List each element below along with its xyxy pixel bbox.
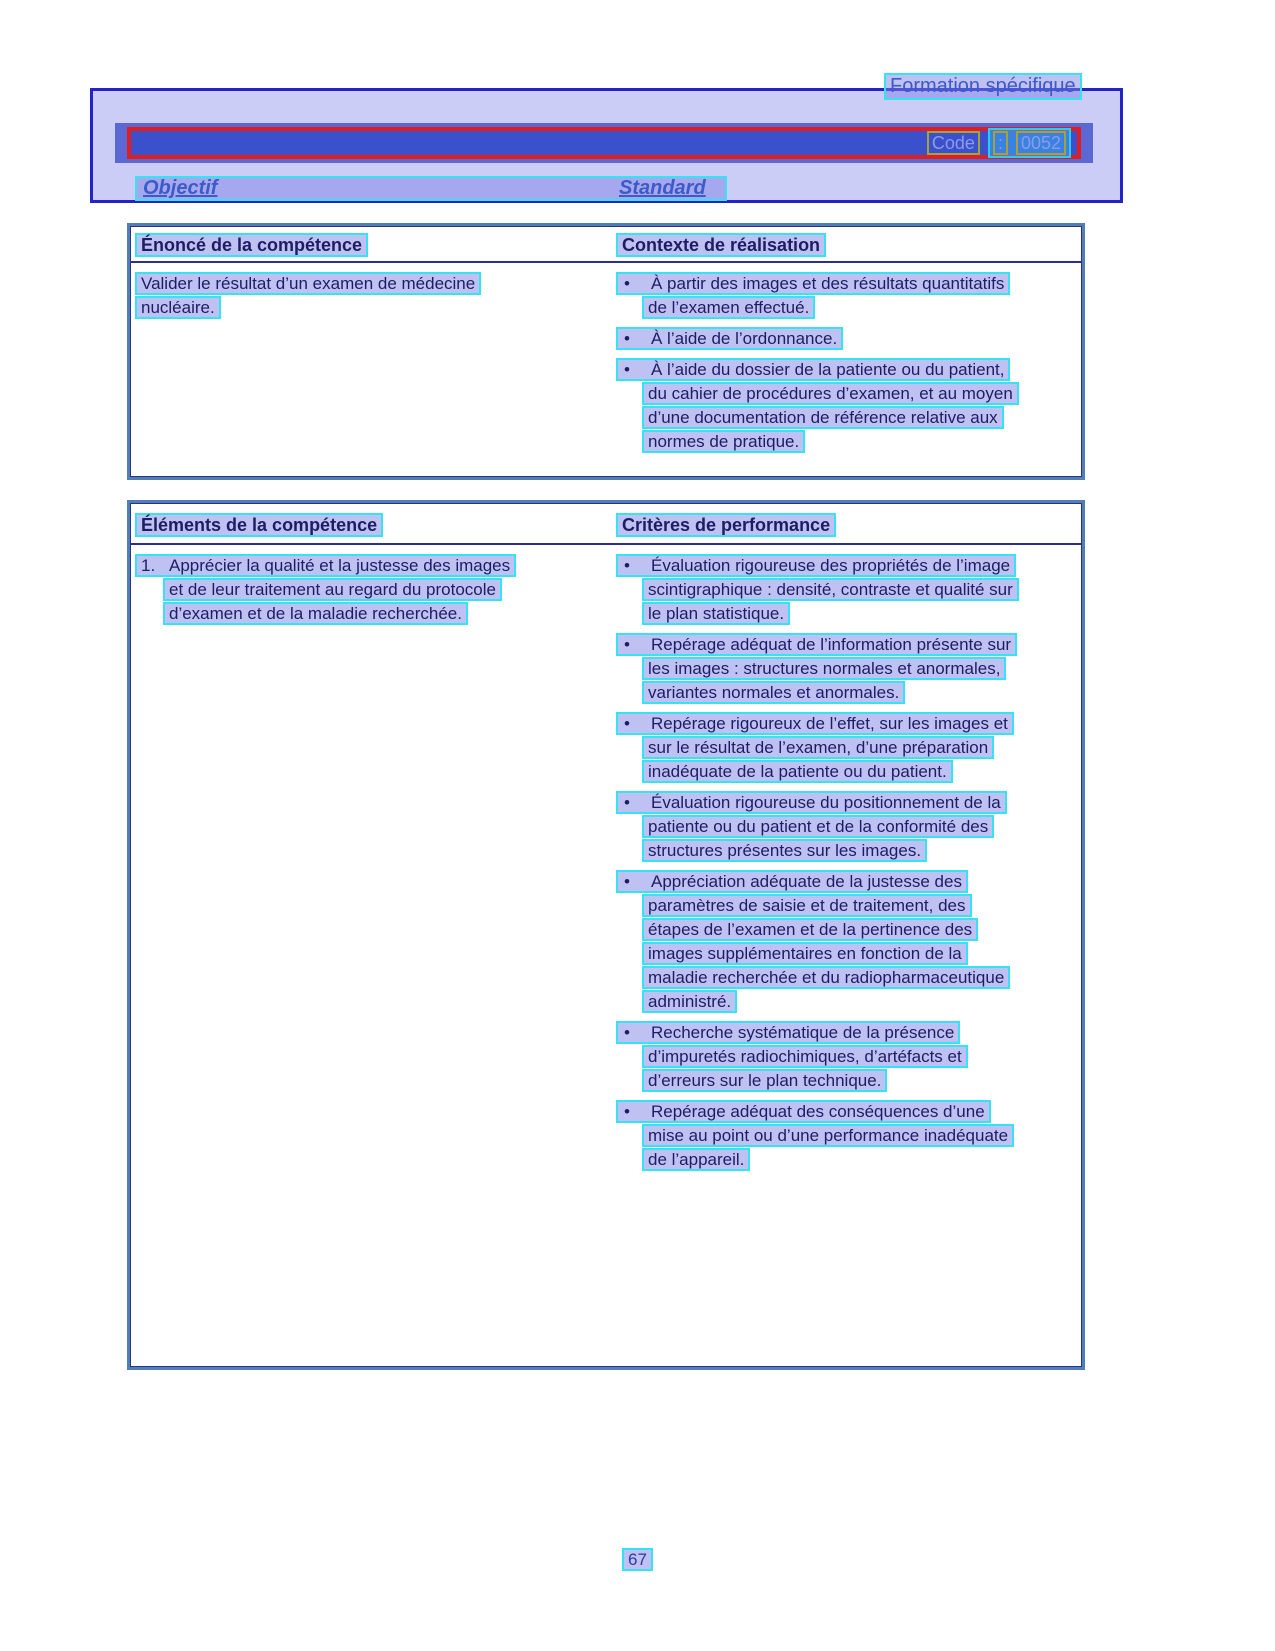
eyebrow-text: Formation spécifique [884,73,1082,100]
bullet-icon: • [624,360,630,379]
objectif-heading: Objectif [143,177,218,199]
text-line: nucléaire. [135,296,221,319]
text-line: inadéquate de la patiente ou du patient. [642,760,953,783]
criteres-cell [616,554,1076,1179]
text-line: du cahier de procédures d’examen, et au moyen [642,382,1019,405]
text-line: et de leur traitement au regard du protocole [163,578,502,601]
text-line: • Appréciation adéquate de la justesse des [616,870,968,893]
text-line: variantes normales et anormales. [642,681,905,704]
text-line: étapes de l’examen et de la pertinence des [642,918,978,941]
list-item [616,327,1076,350]
header-cell-enonce: Énoncé de la compétence [135,233,616,261]
text-line: de l’appareil. [642,1148,750,1171]
text-line: • Repérage adéquat des conséquences d’une [616,1100,991,1123]
text-line: normes de pratique. [642,430,805,453]
text-line: • Repérage adéquat de l’information présente sur [616,633,1017,656]
text-line: scintigraphique : densité, contraste et qualité sur [642,578,1019,601]
contexte-cell [616,272,1076,461]
text-line: d’une documentation de référence relative aux [642,406,1004,429]
text-line: sur le résultat de l’examen, d’une préparation [642,736,994,759]
bullet-icon: • [624,274,630,293]
text-line: • À partir des images et des résultats quantitatifs [616,272,1010,295]
title-bar [127,127,1081,159]
text-line: structures présentes sur les images. [642,839,927,862]
header-cell-contexte: Contexte de réalisation [616,233,1082,261]
text-line: images supplémentaires en fonction de la [642,942,968,965]
text-line: • Repérage rigoureux de l’effet, sur les images et [616,712,1014,735]
code-separator: : [993,131,1008,155]
list-item [616,358,1076,453]
objective-header-box [90,88,1123,203]
title-strip [115,123,1093,163]
bullet-icon: • [624,1023,630,1042]
table-header-row [130,226,1082,263]
text-line: • À l’aide de l’ordonnance. [616,327,843,350]
text-line: maladie recherchée et du radiopharmaceutique [642,966,1010,989]
list-item [616,633,1076,704]
text-line: d’impuretés radiochimiques, d’artéfacts et [642,1045,968,1068]
list-item [616,554,1076,625]
bullet-icon: • [624,872,630,891]
bullet-icon: • [624,1102,630,1121]
text-line: • Recherche systématique de la présence [616,1021,960,1044]
performance-criteria-table [127,500,1085,1370]
text-line: paramètres de saisie et de traitement, des [642,894,972,917]
text-line: • Évaluation rigoureuse des propriétés de l’image [616,554,1016,577]
list-item [616,1100,1076,1171]
bullet-icon: • [624,556,630,575]
text-line: • À l’aide du dossier de la patiente ou du patient, [616,358,1010,381]
header-cell-elements: Éléments de la compétence [135,513,616,543]
competence-statement-table [127,223,1085,480]
text-line: le plan statistique. [642,602,790,625]
list-item [616,870,1076,1013]
text-line: • Évaluation rigoureuse du positionnement de la [616,791,1007,814]
code-value: 0052 [1016,131,1066,155]
text-line: d’examen et de la maladie recherchée. [163,602,468,625]
text-line: Valider le résultat d’un examen de médecine [135,272,481,295]
bullet-icon: • [624,714,630,733]
text-line: les images : structures normales et anormales, [642,657,1006,680]
objectif-standard-line [135,176,727,201]
list-item [135,554,616,625]
table-body-row [130,545,1082,1179]
text-line: administré. [642,990,737,1013]
text-line: d’erreurs sur le plan technique. [642,1069,887,1092]
text-line: patiente ou du patient et de la conformité des [642,815,994,838]
text-line: 1. Apprécier la qualité et la justesse des images [135,554,516,577]
list-item [616,712,1076,783]
header-cell-criteres: Critères de performance [616,513,1082,543]
list-item [616,1021,1076,1092]
standard-heading: Standard [619,177,706,199]
elements-cell [135,554,616,1179]
code-band [988,128,1071,158]
page-number-text: 67 [622,1548,653,1571]
list-item [616,272,1076,319]
page-number [0,1548,1275,1571]
code-label: Code [927,131,980,155]
table-body-row [130,263,1082,461]
text-line: mise au point ou d’une performance inadéquate [642,1124,1014,1147]
bullet-icon: • [624,329,630,348]
bullet-icon: • [624,793,630,812]
bullet-icon: • [624,635,630,654]
enonce-cell [135,272,616,461]
item-number: 1. [141,556,156,575]
list-item [616,791,1076,862]
table-header-row [130,503,1082,545]
text-line: de l’examen effectué. [642,296,815,319]
section-eyebrow [884,73,1082,101]
